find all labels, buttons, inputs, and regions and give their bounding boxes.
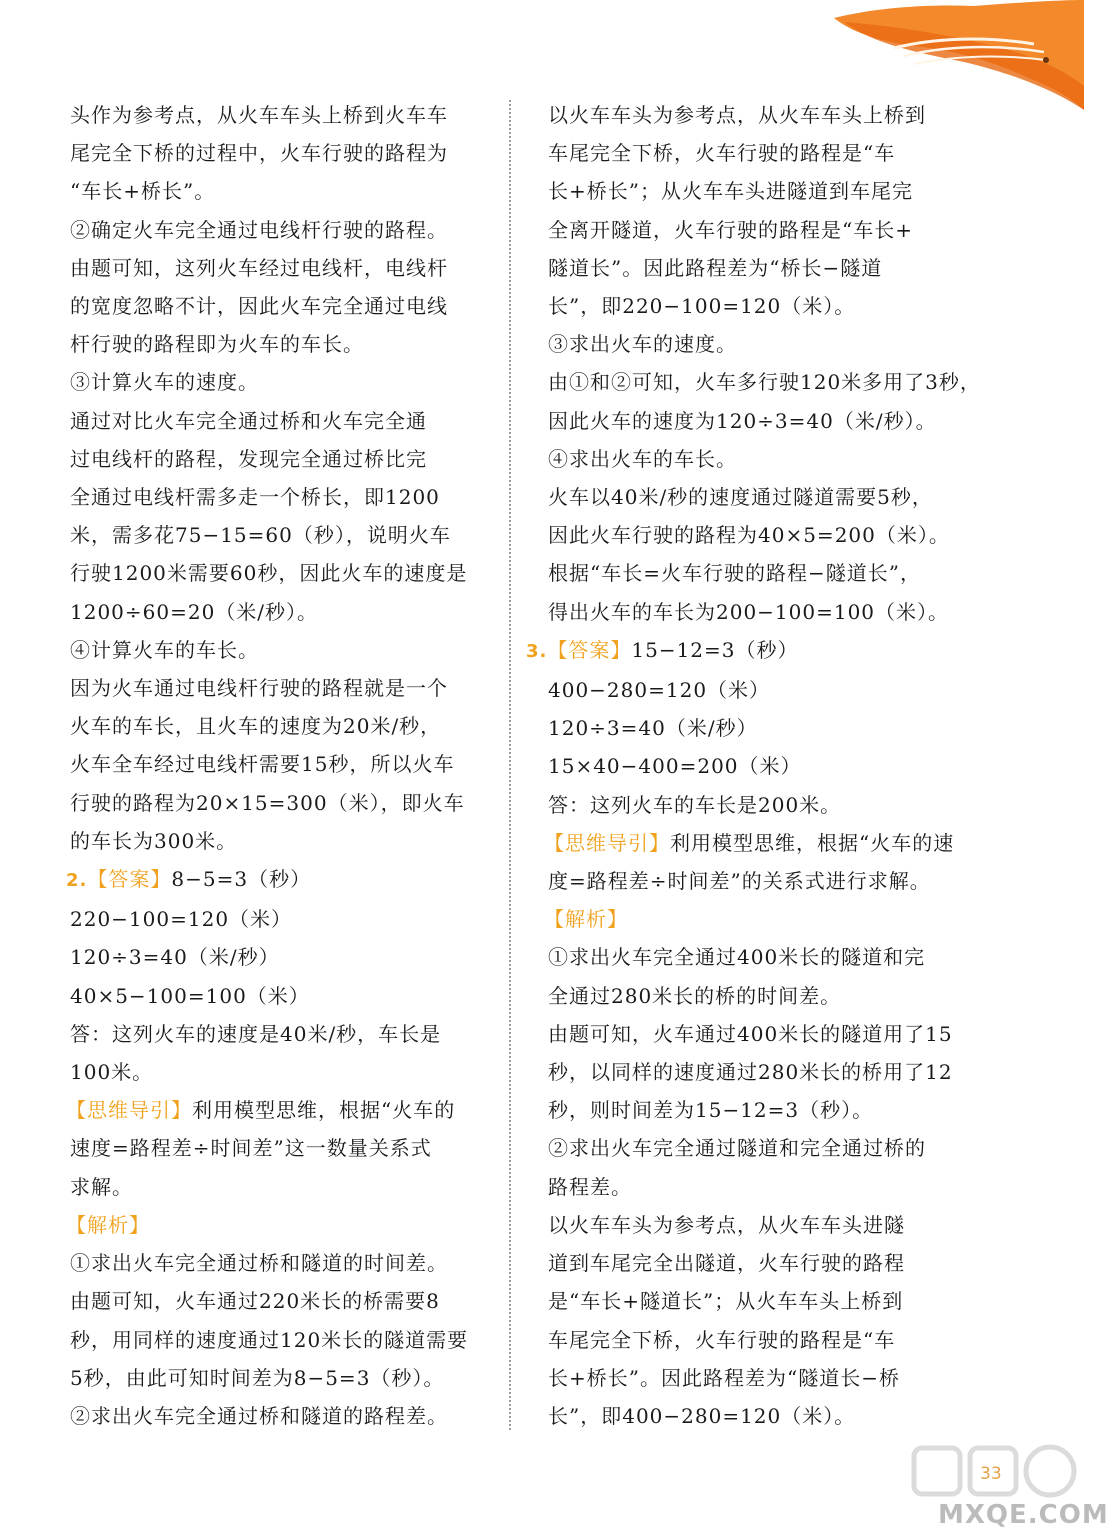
q3-answer-tag: 【答案】 xyxy=(547,637,632,662)
text-line: 的宽度忽略不计，因此火车完全通过电线 xyxy=(70,294,448,319)
analysis-line: 由题可知，火车通过400米长的隧道用了15 xyxy=(548,1021,953,1046)
right-column-lines xyxy=(548,96,981,631)
q3-guide-first: 利用模型思维，根据“火车的速 xyxy=(670,830,955,855)
answer-line: 400−280=120（米） xyxy=(548,678,771,703)
q3-analysis-line xyxy=(544,900,972,938)
analysis-line: 道到车尾完全出隧道，火车行驶的路程 xyxy=(548,1251,905,1276)
q3-guide-tag: 【思维导引】 xyxy=(544,830,670,855)
analysis-line: 由题可知，火车通过220米长的桥需要8 xyxy=(70,1289,440,1314)
q2-answer-line xyxy=(66,860,490,900)
text-line: 隧道长”。因此路程差为“桥长−隧道 xyxy=(548,255,883,280)
text-line: ③求出火车的速度。 xyxy=(548,332,737,357)
guide-line: 求解。 xyxy=(70,1174,133,1199)
q2-analysis-tag: 【解析】 xyxy=(66,1212,150,1237)
analysis-line: 长+桥长”。因此路程差为“隧道长−桥 xyxy=(548,1365,900,1390)
answer-line: 40×5−100=100（米） xyxy=(70,983,310,1008)
answer-line: 120÷3=40（米/秒） xyxy=(70,945,280,970)
column-divider xyxy=(509,100,511,1430)
text-line: 火车的车长，且火车的速度为20米/秒， xyxy=(70,714,442,739)
analysis-line: 路程差。 xyxy=(548,1174,632,1199)
q3-answer-lines xyxy=(548,671,972,824)
analysis-line: 全通过280米长的桥的时间差。 xyxy=(548,983,842,1008)
analysis-line: 秒，用同样的速度通过120米长的隧道需要 xyxy=(70,1327,469,1352)
q3-guide-line xyxy=(544,824,972,862)
text-line: 全通过电线杆需多走一个桥长，即1200 xyxy=(70,485,440,510)
text-line: 全离开隧道，火车行驶的路程是“车长+ xyxy=(548,217,913,242)
text-line: 长+桥长”；从火车车头进隧道到车尾完 xyxy=(548,179,913,204)
text-line: “车长+桥长”。 xyxy=(70,179,216,204)
text-line: 1200÷60=20（米/秒）。 xyxy=(70,599,319,624)
corner-brush-decoration xyxy=(834,0,1084,110)
text-line: 的车长为300米。 xyxy=(70,828,238,853)
q2-guide-line xyxy=(66,1091,490,1129)
text-line: 火车全车经过电线杆需要15秒，所以火车 xyxy=(70,752,455,777)
analysis-line: ①求出火车完全通过桥和隧道的时间差。 xyxy=(70,1251,448,1276)
analysis-line: ②求出火车完全通过隧道和完全通过桥的 xyxy=(548,1136,926,1161)
q2-guide-lines xyxy=(70,1129,490,1205)
analysis-line: 车尾完全下桥，火车行驶的路程是“车 xyxy=(548,1327,896,1352)
text-line: 因此火车的速度为120÷3=40（米/秒）。 xyxy=(548,408,937,433)
text-line: 由题可知，这列火车经过电线杆，电线杆 xyxy=(70,255,448,280)
left-column xyxy=(66,96,490,1435)
q2-answer-first: 8−5=3（秒） xyxy=(171,867,312,892)
analysis-line: 5秒，由此可知时间差为8−5=3（秒）。 xyxy=(70,1365,445,1390)
q3-answer-first: 15−12=3（秒） xyxy=(631,637,799,662)
text-line: 长”，即220−100=120（米）。 xyxy=(548,294,856,319)
text-line: ③计算火车的速度。 xyxy=(70,370,259,395)
analysis-line: ①求出火车完全通过400米长的隧道和完 xyxy=(548,945,926,970)
text-line: 因此火车行驶的路程为40×5=200（米）。 xyxy=(548,523,950,548)
text-line: ④计算火车的车长。 xyxy=(70,637,259,662)
text-line: 行驶1200米需要60秒，因此火车的速度是 xyxy=(70,561,468,586)
text-line: 根据“车长=火车行驶的路程−隧道长”， xyxy=(548,561,921,586)
text-line: 由①和②可知，火车多行驶120米多用了3秒， xyxy=(548,370,981,395)
text-line: 米，需多花75−15=60（秒），说明火车 xyxy=(70,523,451,548)
q3-number: 3. xyxy=(526,640,548,662)
q3-answer-line xyxy=(526,631,972,671)
analysis-line: 是“车长+隧道长”；从火车车头上桥到 xyxy=(548,1289,904,1314)
text-line: 过电线杆的路程，发现完全通过桥比完 xyxy=(70,446,427,471)
text-line: 头作为参考点，从火车车头上桥到火车车 xyxy=(70,103,448,127)
q2-answer-tag: 【答案】 xyxy=(87,867,172,892)
answer-line: 120÷3=40（米/秒） xyxy=(548,716,758,741)
text-line: 以火车车头为参考点，从火车车头上桥到 xyxy=(548,103,926,127)
text-line: ②确定火车完全通过电线杆行驶的路程。 xyxy=(70,217,448,242)
q3-analysis-tag: 【解析】 xyxy=(544,907,628,932)
text-line: ④求出火车的车长。 xyxy=(548,446,737,471)
analysis-line: 秒，则时间差为15−12=3（秒）。 xyxy=(548,1098,874,1123)
text-line: 火车以40米/秒的速度通过隧道需要5秒， xyxy=(548,485,933,510)
analysis-line: 秒，以同样的速度通过280米长的桥用了12 xyxy=(548,1060,953,1085)
guide-line: 度=路程差÷时间差”的关系式进行求解。 xyxy=(548,869,931,894)
q3-analysis-lines xyxy=(548,938,972,1435)
text-line: 得出火车的车长为200−100=100（米）。 xyxy=(548,599,950,624)
text-line: 通过对比火车完全通过桥和火车完全通 xyxy=(70,408,427,433)
page-number: 33 xyxy=(980,1464,1002,1484)
text-line: 行驶的路程为20×15=300（米），即火车 xyxy=(70,790,465,815)
q2-analysis-lines xyxy=(70,1244,490,1435)
q2-guide-tag: 【思维导引】 xyxy=(66,1098,192,1123)
q2-guide-first: 利用模型思维，根据“火车的 xyxy=(192,1098,456,1123)
guide-line: 速度=路程差÷时间差”这一数量关系式 xyxy=(70,1136,432,1161)
answer-line: 220−100=120（米） xyxy=(70,907,293,932)
left-column-lines xyxy=(70,96,490,860)
answer-line: 15×40−400=200（米） xyxy=(548,754,802,779)
q2-answer-lines xyxy=(70,900,490,1091)
q3-guide-lines xyxy=(548,862,972,900)
answer-line: 答：这列火车的车长是200米。 xyxy=(548,792,842,817)
text-line: 杆行驶的路程即为火车的车长。 xyxy=(70,332,364,357)
analysis-line: 长”，即400−280=120（米）。 xyxy=(548,1403,856,1428)
analysis-line: ②求出火车完全通过桥和隧道的路程差。 xyxy=(70,1403,448,1428)
watermark-text: MXQE.COM xyxy=(938,1500,1109,1530)
text-line: 因为火车通过电线杆行驶的路程就是一个 xyxy=(70,676,448,701)
text-line: 尾完全下桥的过程中，火车行驶的路程为 xyxy=(70,141,448,166)
right-column xyxy=(526,96,981,1435)
text-line: 车尾完全下桥，火车行驶的路程是“车 xyxy=(548,141,896,166)
answer-line: 100米。 xyxy=(70,1060,154,1085)
answer-line: 答：这列火车的速度是40米/秒，车长是 xyxy=(70,1021,442,1046)
q2-analysis-line xyxy=(66,1206,490,1244)
analysis-line: 以火车车头为参考点，从火车车头进隧 xyxy=(548,1212,905,1237)
q2-number: 2. xyxy=(66,870,88,892)
